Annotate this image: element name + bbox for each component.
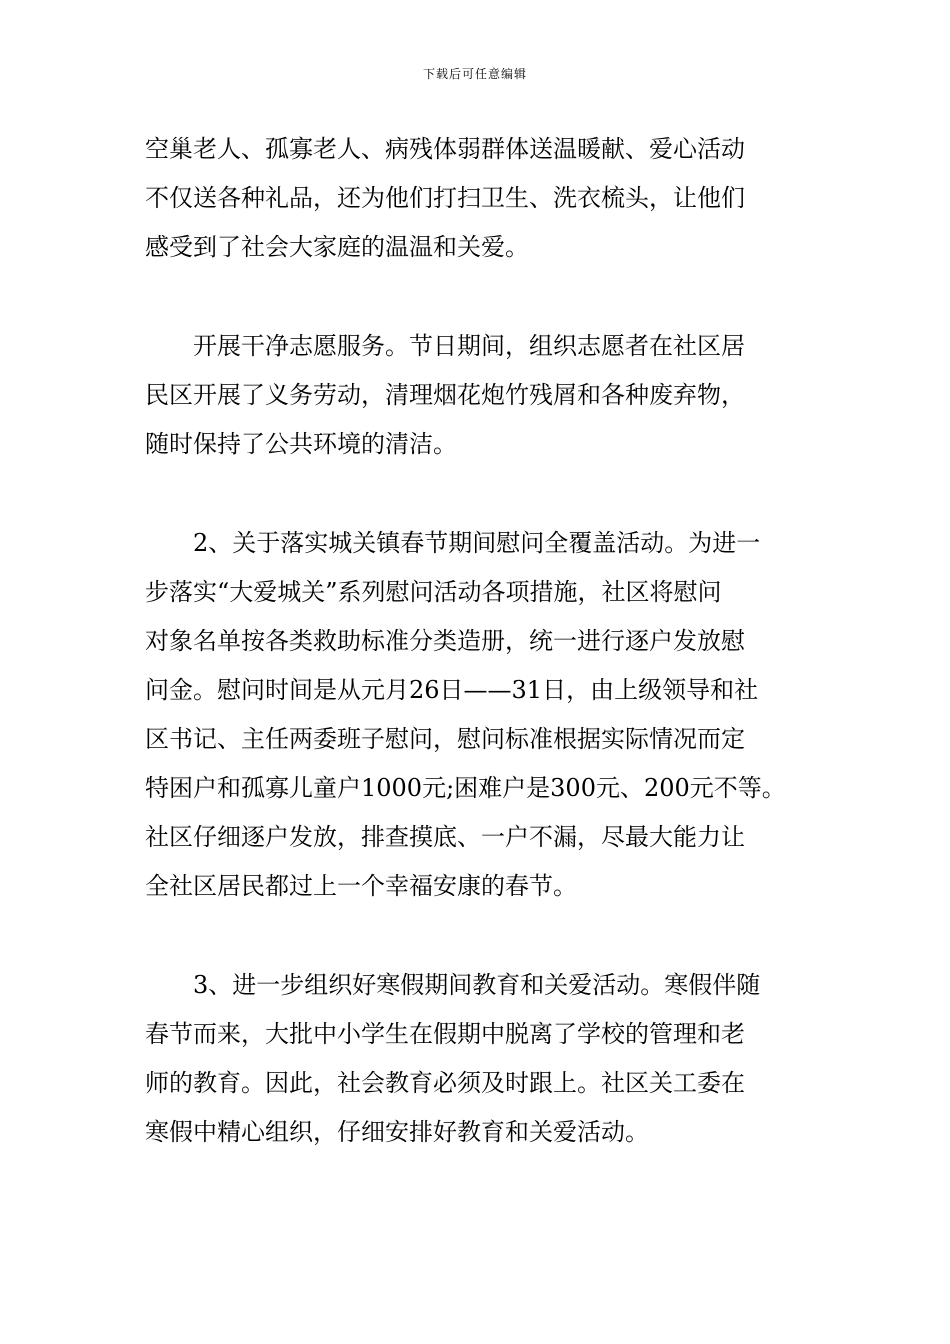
text-line: 师的教育。因此，社会教育必须及时跟上。社区关工委在 (145, 1069, 745, 1097)
paragraph-continuation (145, 125, 845, 272)
paragraph-spacer (145, 272, 845, 322)
paragraph-item-2 (145, 519, 845, 911)
text-line: 步落实“大爱城关”系列慰问活动各项措施，社区将慰问 (145, 578, 722, 606)
text-line: 社区仔细逐户发放，排查摸底、一户不漏，尽最大能力让 (145, 823, 745, 851)
text-line: 不仅送各种礼品，还为他们打扫卫生、洗衣梳头，让他们 (145, 184, 745, 212)
page-header: 下载后可任意编辑 (422, 67, 527, 81)
text-line: 特困户和孤寡儿童户1000元;困难户是300元、200元不等。 (145, 774, 786, 802)
text-line: 随时保持了公共环境的清洁。 (145, 430, 457, 458)
text-line: 民区开展了义务劳动，清理烟花炮竹残屑和各种废弃物， (145, 381, 745, 409)
text-line: 空巢老人、孤寡老人、病残体弱群体送温暖献、爱心活动 (145, 135, 745, 163)
text-line: 问金。慰问时间是从元月26日——31日，由上级领导和社 (145, 676, 759, 704)
paragraph-spacer (145, 469, 845, 519)
document-body (145, 125, 845, 1157)
text-line: 2、关于落实城关镇春节期间慰问全覆盖活动。为进一 (193, 529, 761, 557)
paragraph-spacer (145, 911, 845, 961)
text-line: 春节而来，大批中小学生在假期中脱离了学校的管理和老 (145, 1020, 745, 1048)
paragraph-item-3 (145, 961, 845, 1157)
text-line: 3、进一步组织好寒假期间教育和关爱活动。寒假伴随 (193, 971, 761, 999)
text-line: 寒假中精心组织，仔细安排好教育和关爱活动。 (145, 1118, 649, 1146)
text-line: 全社区居民都过上一个幸福安康的春节。 (145, 872, 577, 900)
text-line: 区书记、主任两委班子慰问，慰问标准根据实际情况而定 (145, 725, 745, 753)
text-line: 感受到了社会大家庭的温温和关爱。 (145, 233, 529, 261)
text-line: 开展干净志愿服务。节日期间，组织志愿者在社区居 (193, 332, 745, 360)
text-line: 对象名单按各类救助标准分类造册，统一进行逐户发放慰 (145, 627, 745, 655)
paragraph-volunteer-service (145, 322, 845, 469)
